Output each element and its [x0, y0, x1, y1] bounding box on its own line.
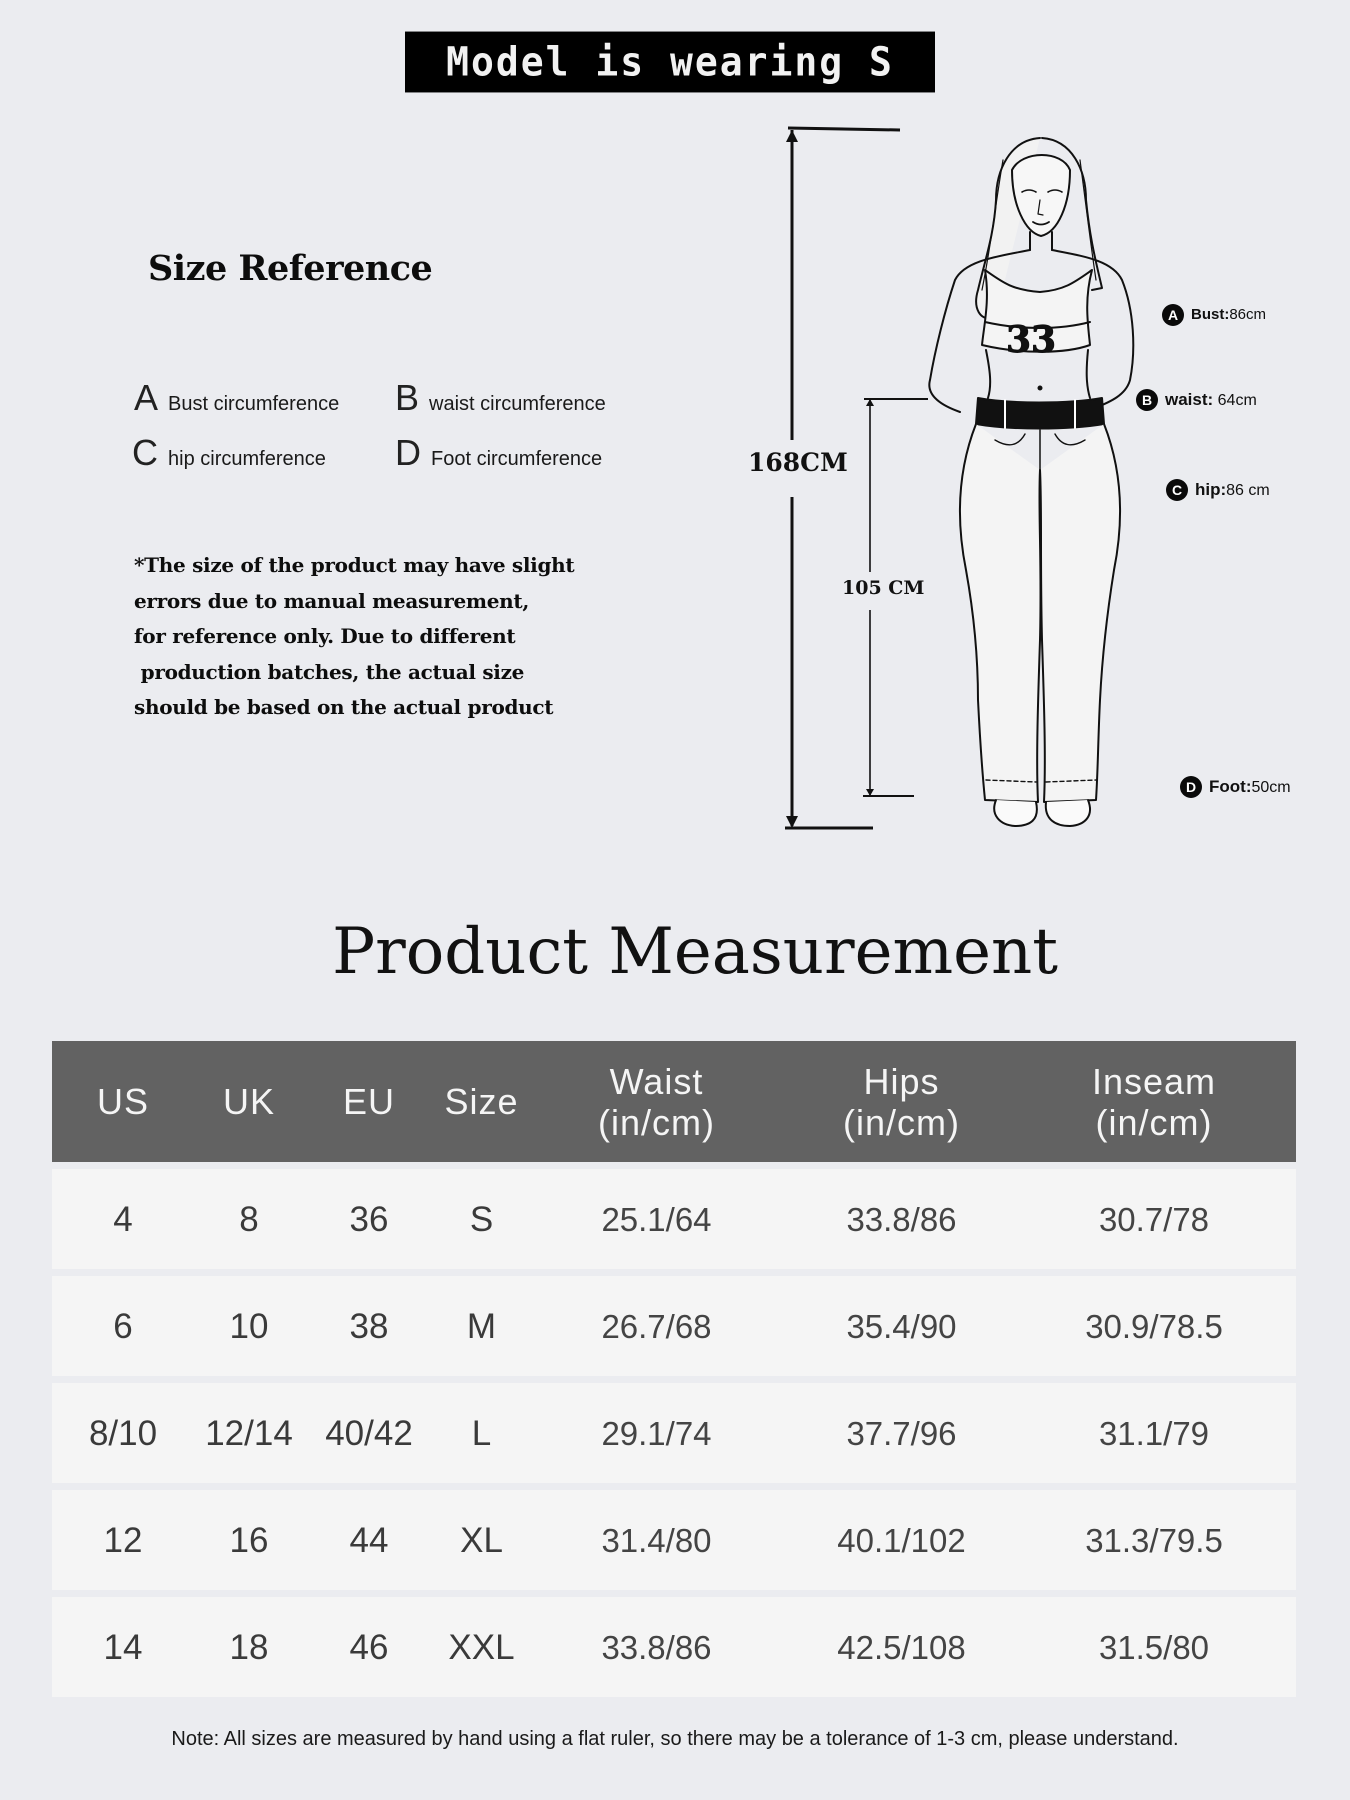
model-height-label: 168CM: [748, 448, 848, 477]
header-inseam-title: Inseam: [1091, 1060, 1217, 1102]
model-measurement-illustration: [0, 0, 1350, 880]
cell-inseam: 30.9/78.5: [1085, 1307, 1223, 1345]
cell-waist: 33.8/86: [601, 1628, 712, 1666]
header-waist-unit: (in/cm): [598, 1101, 715, 1143]
cell-hips: 40.1/102: [837, 1521, 966, 1559]
marker-value: 64cm: [1217, 392, 1257, 409]
cell-eu: 46: [349, 1627, 389, 1667]
legend-letter: D: [395, 432, 421, 473]
cell-hips: 35.4/90: [846, 1307, 957, 1345]
marker-label: Foot:: [1209, 777, 1252, 796]
height-dimension-line: [785, 128, 900, 828]
table-row: [52, 1597, 1296, 1697]
cell-hips: 33.8/86: [846, 1200, 957, 1238]
product-measurement-title: Product Measurement: [332, 915, 1058, 989]
legend-letter: A: [134, 377, 159, 418]
marker-c-icon: C: [1166, 479, 1188, 501]
marker-label: waist:: [1165, 390, 1214, 409]
cell-waist: 29.1/74: [601, 1414, 712, 1452]
cell-inseam: 31.1/79: [1098, 1414, 1210, 1452]
cell-size: S: [469, 1199, 494, 1239]
legend-label: hip circumference: [168, 448, 326, 470]
cell-uk: 10: [229, 1306, 269, 1346]
header-hips-title: Hips: [863, 1060, 940, 1102]
waist-measurement-marker: [1136, 389, 1257, 411]
header-hips: [784, 1061, 1019, 1143]
cell-us: 4: [113, 1199, 133, 1239]
legend-letter: C: [132, 432, 158, 473]
cell-waist: 26.7/68: [601, 1307, 712, 1345]
size-reference-title: Size Reference: [148, 248, 433, 289]
model-inseam-label: 105 CM: [842, 577, 925, 599]
table-row: [52, 1169, 1296, 1269]
marker-label: Bust:: [1191, 306, 1230, 323]
disclaimer-line: for reference only. Due to different: [134, 624, 516, 648]
table-row: [52, 1276, 1296, 1376]
marker-d-icon: D: [1180, 776, 1202, 798]
marker-a-icon: A: [1162, 304, 1184, 326]
cell-us: 14: [103, 1627, 143, 1667]
marker-value: 86 cm: [1226, 482, 1270, 499]
cell-eu: 38: [349, 1306, 389, 1346]
svg-text:33: 33: [1006, 319, 1057, 361]
cell-uk: 8: [239, 1199, 259, 1239]
cell-size: XL: [460, 1520, 503, 1560]
marker-value: 50cm: [1251, 779, 1291, 796]
cell-eu: 44: [349, 1520, 389, 1560]
cell-inseam: 31.3/79.5: [1085, 1521, 1223, 1559]
header-waist: [529, 1061, 784, 1143]
cell-hips: 37.7/96: [846, 1414, 957, 1452]
cell-uk: 18: [229, 1627, 269, 1667]
model-figure: [929, 138, 1133, 826]
tolerance-note: Note: All sizes are measured by hand using a flat ruler, so there may be a tolerance of 1-3 cm, please understand.: [171, 1728, 1179, 1750]
cell-inseam: 30.7/78: [1098, 1200, 1210, 1238]
cell-uk: 12/14: [205, 1413, 293, 1453]
size-chart-table: [52, 1041, 1296, 1697]
legend-letter: B: [395, 377, 420, 418]
cell-eu: 40/42: [325, 1413, 413, 1453]
header-us: US: [96, 1081, 149, 1122]
cell-size: XXL: [448, 1627, 515, 1667]
banner-text: Model is wearing S: [446, 38, 894, 86]
header-hips-unit: (in/cm): [843, 1101, 960, 1143]
cell-waist: 25.1/64: [601, 1200, 712, 1238]
table-header: [52, 1041, 1296, 1162]
disclaimer-line: errors due to manual measurement,: [134, 588, 530, 613]
cell-waist: 31.4/80: [601, 1521, 712, 1559]
header-size: Size: [444, 1081, 519, 1122]
cell-size: M: [466, 1306, 497, 1346]
cell-us: 8/10: [88, 1413, 158, 1453]
header-eu: EU: [342, 1081, 395, 1122]
foot-measurement-marker: [1180, 776, 1291, 798]
table-row: [52, 1490, 1296, 1590]
disclaimer-line: production batches, the actual size: [134, 659, 525, 684]
header-inseam-unit: (in/cm): [1095, 1101, 1213, 1143]
legend-label: waist circumference: [429, 393, 606, 415]
cell-us: 12: [103, 1520, 143, 1560]
table-row: [52, 1383, 1296, 1483]
header-waist-title: Waist: [609, 1060, 704, 1102]
cell-inseam: 31.5/80: [1098, 1628, 1210, 1666]
legend-label: Bust circumference: [168, 393, 340, 415]
marker-value: 86cm: [1229, 306, 1267, 323]
cell-us: 6: [113, 1306, 133, 1346]
header-inseam: [1019, 1061, 1289, 1143]
cell-eu: 36: [349, 1199, 389, 1239]
cell-hips: 42.5/108: [837, 1628, 966, 1666]
marker-label: hip:: [1195, 480, 1227, 499]
cell-size: L: [471, 1413, 492, 1453]
disclaimer-line: *The size of the product may have slight: [134, 553, 575, 577]
marker-b-icon: B: [1136, 389, 1158, 411]
disclaimer-line: should be based on the actual product: [134, 695, 554, 719]
header-uk: UK: [222, 1081, 275, 1122]
hip-measurement-marker: [1166, 479, 1270, 501]
cell-uk: 16: [229, 1520, 269, 1560]
legend-label: Foot circumference: [431, 448, 603, 470]
bust-measurement-marker: [1162, 304, 1266, 326]
